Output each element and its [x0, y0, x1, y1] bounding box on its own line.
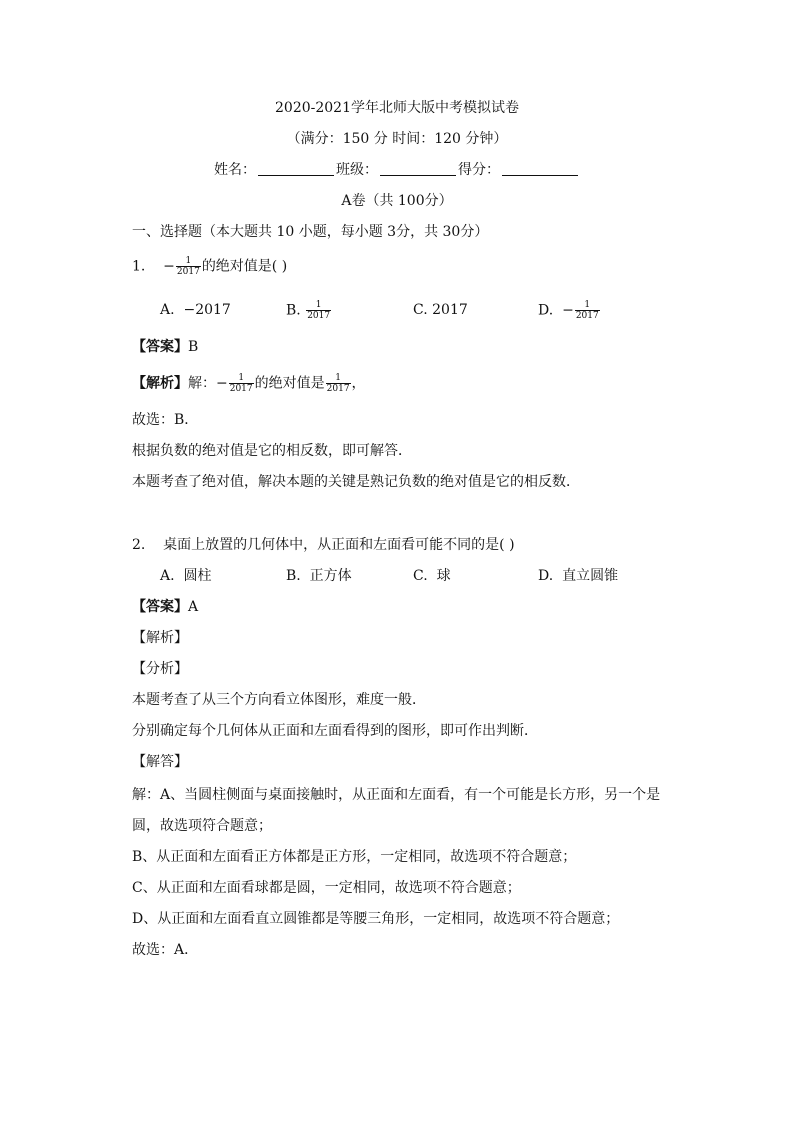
- solution-line: B、从正面和左面看正方体都是正方形，一定相同，故选项不符合题意；: [132, 849, 577, 865]
- option-a[interactable]: [160, 300, 231, 320]
- solution-line: 解：A、当圆柱侧面与桌面接触时，从正面和左面看，有一个可能是长方形，另一个是: [132, 787, 661, 803]
- analysis-text: ，: [351, 375, 366, 392]
- option-label: D.: [538, 568, 554, 584]
- analysis-text: 解：: [188, 375, 216, 392]
- question-number: 2.: [132, 537, 146, 553]
- page-title: 2020-2021学年北师大版中考模拟试卷: [275, 100, 519, 116]
- option-d[interactable]: [538, 300, 601, 321]
- question-stem-text: 桌面上放置的几何体中，从正面和左面看可能不同的是( ): [163, 537, 515, 553]
- option-a[interactable]: [160, 566, 211, 586]
- option-b[interactable]: [286, 566, 352, 586]
- answer-tag: 【答案】: [132, 599, 188, 615]
- exam-info: （满分：150 分 时间：120 分钟）: [286, 131, 508, 147]
- analysis-tag: 【解析】: [132, 630, 188, 646]
- fraction-numerator: 1: [584, 300, 591, 310]
- answer-value: B: [188, 339, 199, 355]
- class-label: 班级：: [336, 162, 378, 178]
- student-info-row: [0, 160, 794, 180]
- option-label: C.: [413, 302, 428, 318]
- class-blank[interactable]: [380, 161, 456, 176]
- answer-value: A: [188, 599, 199, 615]
- option-label: D.: [538, 302, 554, 319]
- option-text: 2017: [432, 302, 468, 318]
- explanation-line: 根据负数的绝对值是它的相反数，即可解答．: [132, 443, 412, 459]
- option-text: 正方体: [309, 568, 352, 584]
- question-2-stem: [132, 535, 515, 555]
- fraction: [306, 300, 331, 321]
- jieda-tag: 【解答】: [132, 754, 188, 770]
- fraction: [575, 300, 600, 321]
- minus-sign: −: [163, 258, 175, 275]
- solution-line: C、从正面和左面看球都是圆，一定相同，故选项不符合题意；: [132, 880, 521, 896]
- analysis-line: [132, 373, 366, 394]
- question-number: 1.: [132, 258, 146, 275]
- option-label: A.: [160, 568, 175, 584]
- fraction-denominator: 2017: [307, 311, 331, 321]
- option-label: C.: [413, 568, 428, 584]
- fraction-numerator: 1: [335, 373, 341, 383]
- explanation-line: 分别确定每个几何体从正面和左面看得到的图形，即可作出判断．: [132, 723, 538, 739]
- question-1-stem: [132, 256, 287, 277]
- analysis-text: 的绝对值是: [254, 375, 325, 392]
- section-heading: 一、选择题（本大题共 10 小题，每小题 3分，共 30分）: [132, 224, 489, 240]
- option-text: 圆柱: [183, 568, 212, 584]
- fraction-denominator: 2017: [229, 384, 253, 394]
- answer-tag: 【答案】: [132, 339, 188, 355]
- option-text: −2017: [183, 302, 231, 318]
- volume-heading: A卷（共 100分）: [341, 193, 453, 209]
- fraction: [176, 256, 201, 277]
- fraction-numerator: 1: [185, 256, 192, 266]
- explanation-line: 本题考查了从三个方向看立体图形，难度一般．: [132, 692, 426, 708]
- option-label: B.: [286, 302, 301, 319]
- option-c[interactable]: [413, 566, 451, 586]
- fenxi-tag: 【分析】: [132, 661, 188, 677]
- option-label: A.: [160, 302, 175, 318]
- option-text: 直立圆锥: [562, 568, 619, 584]
- name-blank[interactable]: [258, 161, 334, 176]
- option-text: 球: [436, 568, 451, 584]
- minus-sign: −: [216, 375, 228, 392]
- option-d[interactable]: [538, 566, 618, 586]
- explanation-line: 本题考查了绝对值，解决本题的关键是熟记负数的绝对值是它的相反数．: [132, 474, 580, 490]
- score-blank[interactable]: [502, 161, 578, 176]
- score-label: 得分：: [458, 162, 500, 178]
- minus-sign: −: [562, 302, 574, 319]
- fraction-numerator: 1: [315, 300, 322, 310]
- analysis-tag: 【解析】: [132, 375, 188, 392]
- choose-line: 故选：B．: [132, 412, 199, 428]
- answer-line: [132, 597, 198, 617]
- fraction: [326, 373, 351, 394]
- answer-line: [132, 337, 198, 357]
- name-label: 姓名：: [214, 162, 256, 178]
- fraction: [229, 373, 254, 394]
- question-stem-text: 的绝对值是( ): [201, 258, 288, 275]
- fraction-numerator: 1: [238, 373, 245, 383]
- option-label: B.: [286, 568, 301, 584]
- option-b[interactable]: [286, 300, 332, 321]
- solution-line: 圆，故选项符合题意；: [132, 818, 272, 834]
- fraction-denominator: 2017: [326, 384, 350, 394]
- solution-line: D、从正面和左面看直立圆锥都是等腰三角形，一定相同，故选项不符合题意；: [132, 911, 620, 927]
- fraction-denominator: 2017: [575, 311, 599, 321]
- choose-line: 故选：A．: [132, 942, 199, 958]
- fraction-denominator: 2017: [176, 267, 200, 277]
- option-c[interactable]: [413, 300, 468, 320]
